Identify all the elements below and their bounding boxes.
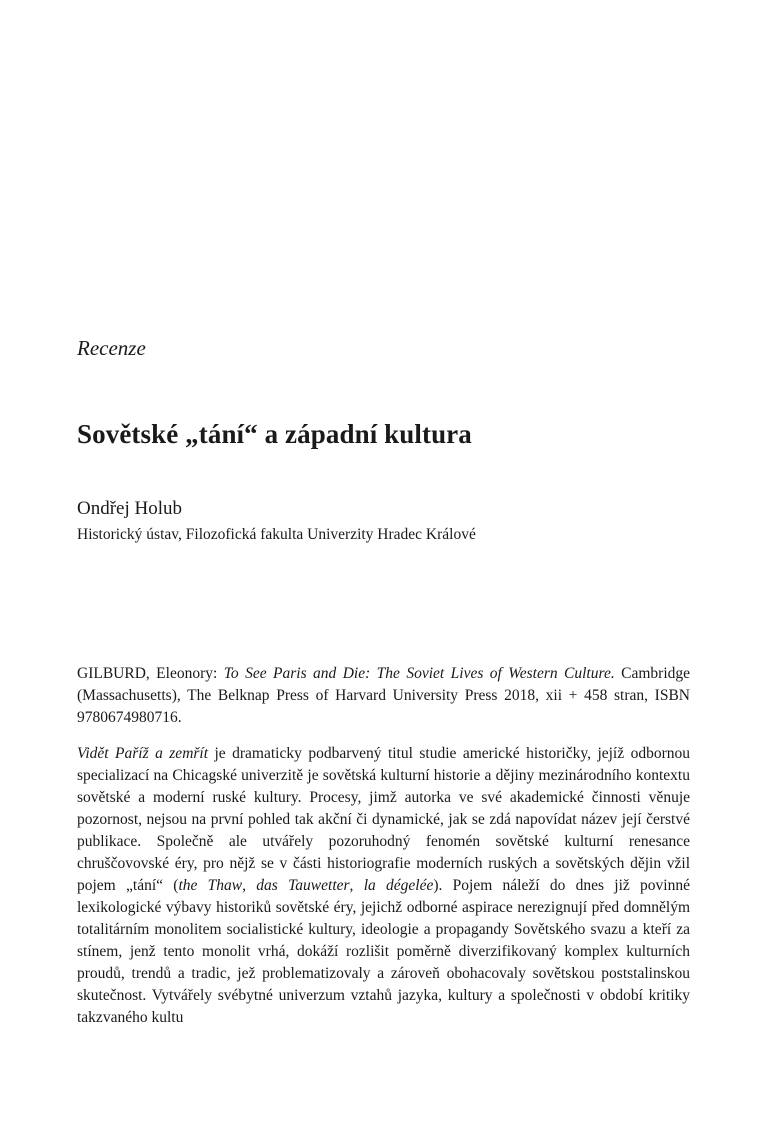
italic-czech-title: Vidět Paříž a zemřít [77,745,209,762]
biblio-author: GILBURD, Eleonory: [77,665,224,682]
body-paragraph [77,743,690,1029]
separator: , [242,877,257,894]
biblio-book-title: To See Paris and Die: The Soviet Lives of Western Culture. [223,665,615,682]
italic-french-term: la dégelée [363,877,434,894]
bibliographic-reference [77,663,690,729]
body-text-a: je dramaticky podbarvený titul studie americké historičky, jejíž odbornou specializací na Chicagské univerzitě je sovětská kulturní historie a dějiny mezinárodního kontextu sovětské a moderní ruské kultury. Procesy, jimž autorka ve své akademické činnosti věnuje pozornost, nejsou na první pohled tak akční či dynamické, jak se zdá napovídat název její čerstvé publikace. Společně ale utvářely pozoruhodný fenomén sovětské kulturní renesance chruščovovské éry, pro nějž se v části historiografie moderních ruských a sovětských dějin vžil pojem „tání“ ( [77,745,690,894]
italic-english-term: the Thaw [178,877,243,894]
biblio-publication: Cambridge (Massachusetts), The Belknap Press of Harvard University Press 2018, xii + 458 stran, ISBN 9780674980716. [77,665,691,726]
body-text-b: ). Pojem náleží do dnes již povinné lexikologické výbavy historiků sovětské éry, jejichž odborné aspirace nerezignují před domnělým totalitárním monolitem socialistické kultury, ideologie a propagandy Sovětského svazu a kteří za stínem, jenž tento monolit vrhá, dokáží rozlišit poměrně diverzifikovaný komplex kulturních proudů, trendů a tradic, jež problematizovaly a zároveň obohacovaly sovětskou poststalinskou skutečnost. Vytvářely svébytné univerzum vztahů jazyka, kultury a společnosti v období kritiky takzvaného kultu [77,877,690,1026]
author-affiliation: Historický ústav, Filozofická fakulta Univerzity Hradec Králové [77,526,476,543]
article-title: Sovětské „tání“ a západní kultura [77,419,472,449]
separator: , [349,877,364,894]
section-label: Recenze [77,336,146,360]
italic-german-term: das Tauwetter [256,877,350,894]
author-name: Ondřej Holub [77,498,183,519]
